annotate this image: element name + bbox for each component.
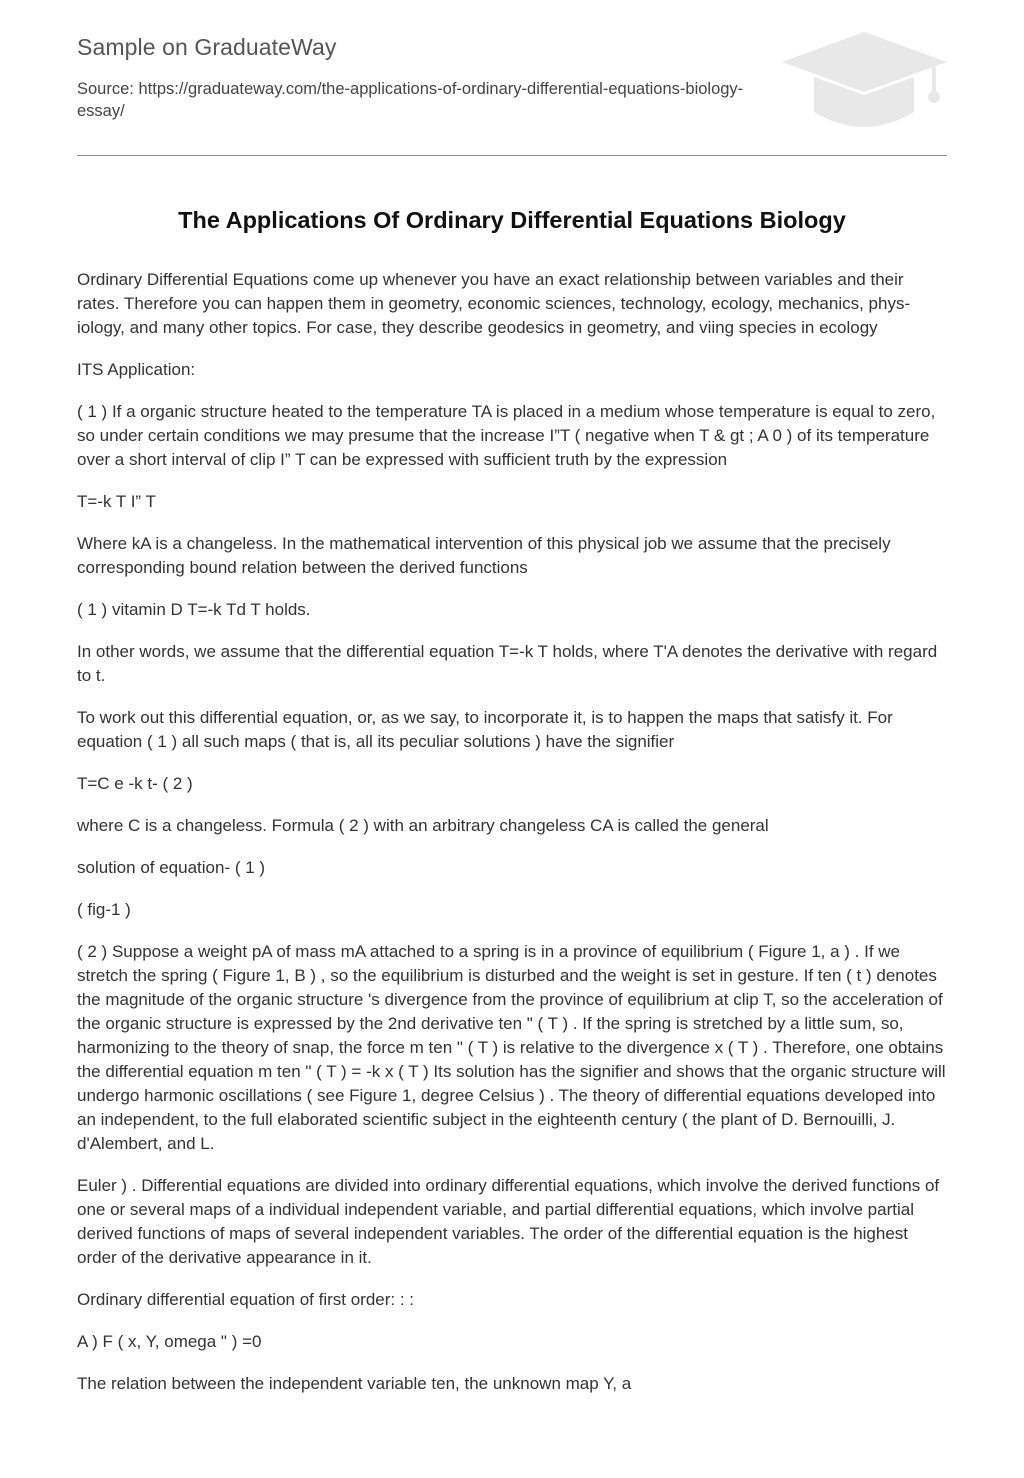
paragraph: ( fig-1 ) (77, 900, 131, 919)
graduation-cap-icon (782, 32, 947, 132)
paragraph: Ordinary differential equation of first order: : : (77, 1290, 415, 1309)
paragraph: ( 1 ) vitamin D T=-k Td T holds. (77, 600, 311, 619)
cap-board (782, 32, 947, 92)
paragraph: ( 2 ) Suppose a weight pA of mass mA attached to a spring is in a province of equilibrium ( Figure 1, a ) . If we stretch the spring ( Figure 1, B ) , so the equilibrium is disturbed and the weight is set in gesture. If ten ( t ) denotes the magnitude of the organic structure 's divergence from the province of equilibrium at clip T, so the acceleration of the organic structure is expressed by the 2nd derivative ten " ( T ) . If the spring is stretched by a little sum, so, harmonizing to the theory of snap, the force m ten " ( T ) is relative to the divergence x ( T ) . Therefore, one obtains the differential equation m ten " ( T ) = -k x ( T ) Its solution has the signifier and shows that the organic structure will undergo harmonic oscillations ( see Figure 1, degree Celsius ) . The theory of differential equations developed into an independent, to the full elaborated scientific subject in the eighteenth century ( the plant of D. Bernouilli, J. d'Alembert, and L. (77, 942, 946, 1153)
source-label: Source: (77, 80, 134, 98)
article-body (77, 268, 949, 1414)
paragraph: where C is a changeless. Formula ( 2 ) with an arbitrary changeless CA is called the general (77, 816, 769, 835)
paragraph: ITS Application: (77, 360, 196, 379)
paragraph: A ) F ( x, Y, omega " ) =0 (77, 1332, 262, 1351)
header-divider (77, 155, 947, 156)
source-line (77, 78, 767, 122)
paragraph: In other words, we assume that the differential equation T=-k T holds, where T'A denotes the derivative with regard to t. (77, 642, 938, 685)
site-name: Sample on GraduateWay (77, 34, 337, 60)
paragraph: Euler ) . Differential equations are divided into ordinary differential equations, which involve the derived functions of one or several maps of a individual independent variable, and partial differential equations, which involve partial derived functions of maps of several independent variables. The order of the differential equation is the highest order of the derivative appearance in it. (77, 1176, 940, 1267)
article-title: The Applications Of Ordinary Differential Equations Biology (178, 207, 846, 233)
paragraph: Ordinary Differential Equations come up whenever you have an exact relationship between variables and their rates. Therefore you can happen them in geometry, economic sciences, technology, ecology, mechanics, phys- iology, and many other topics. For case, they describe geodesics in geometry, and viing species in ecology (77, 270, 911, 337)
paragraph: Where kA is a changeless. In the mathematical intervention of this physical job we assume that the precisely corresponding bound relation between the derived functions (77, 534, 891, 577)
page-header (77, 0, 947, 156)
paragraph: The relation between the independent variable ten, the unknown map Y, a (77, 1374, 632, 1393)
source-link[interactable]: https://graduateway.com/the-applications-of-ordinary-differential-equations-biology-essay/ (77, 80, 744, 120)
paragraph: T=C e -k t- ( 2 ) (77, 774, 193, 793)
paragraph: To work out this differential equation, or, as we say, to incorporate it, is to happen the maps that satisfy it. For equation ( 1 ) all such maps ( that is, all its peculiar solutions ) have the signifier (77, 708, 893, 751)
paragraph: solution of equation- ( 1 ) (77, 858, 266, 877)
paragraph: T=-k T I” T (77, 492, 156, 511)
paragraph: ( 1 ) If a organic structure heated to the temperature TA is placed in a medium whose temperature is equal to zero, so under certain conditions we may presume that the increase I”T ( negative when T & gt ; A 0 ) of its temperature over a short interval of clip I” T can be expressed with sufficient truth by the expression (77, 402, 936, 469)
tassel-end (928, 91, 940, 103)
